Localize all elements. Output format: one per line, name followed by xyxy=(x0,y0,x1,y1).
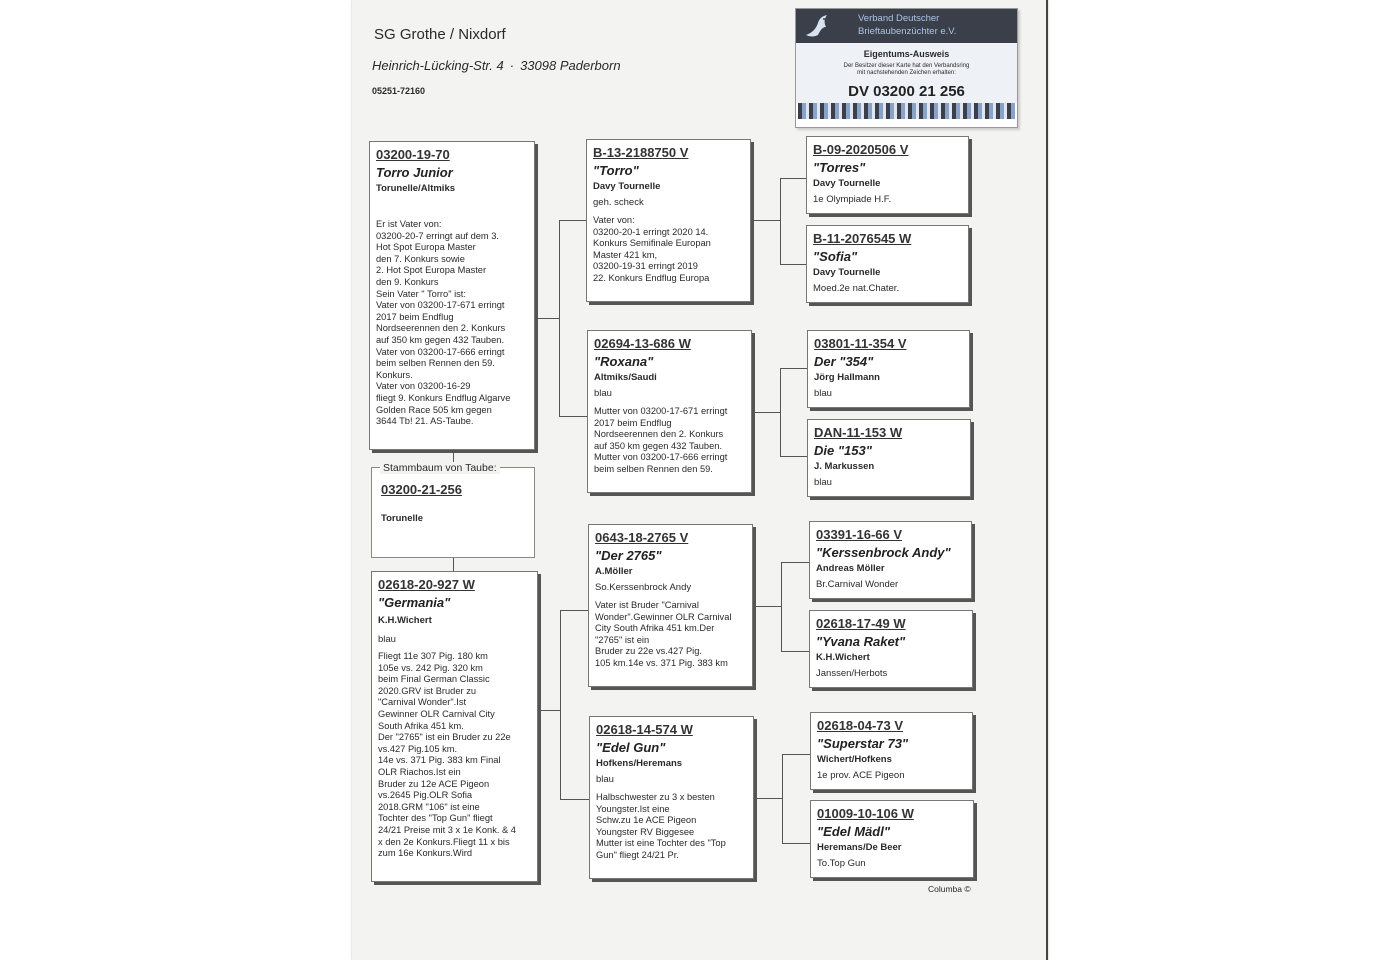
connector-line xyxy=(753,220,780,221)
sire-ring: 03200-19-70 xyxy=(376,147,450,162)
address-city: 33098 Paderborn xyxy=(520,58,621,73)
great-grandparent-note: Br.Carnival Wonder xyxy=(816,579,899,590)
subject-ring: 03200-21-256 xyxy=(381,482,462,497)
grandparent-box xyxy=(589,716,754,879)
grandparent-color: blau xyxy=(596,774,614,785)
card-org-line2: Brieftaubenzüchter e.V. xyxy=(858,26,957,37)
connector-line xyxy=(782,754,810,755)
dam-breeder: K.H.Wichert xyxy=(378,615,432,626)
connector-line xyxy=(781,562,782,652)
connector-line xyxy=(560,610,588,611)
connector-line xyxy=(754,606,781,607)
card-heading: Eigentums-Ausweis xyxy=(863,49,950,59)
sire-box xyxy=(369,141,535,450)
great-grandparent-ring: 02618-17-49 W xyxy=(816,616,906,631)
great-grandparent-breeder: Andreas Möller xyxy=(816,563,885,574)
great-grandparent-box xyxy=(809,610,973,688)
great-grandparent-ring: B-09-2020506 V xyxy=(813,142,909,157)
grandparent-notes: Vater von: 03200-20-1 erringt 2020 14. Konkurs Semifinale Europan Master 421 km, 03200-19-31 erringt 2019 22. Konkurs Endflug Europa xyxy=(593,215,711,283)
dove-icon xyxy=(802,13,834,41)
connector-line xyxy=(559,220,586,221)
great-grandparent-box xyxy=(806,136,969,214)
grandparent-breeder: A.Möller xyxy=(595,566,633,577)
footer-credit: Columba © xyxy=(928,884,971,894)
card-subtext-2: mit nachstehenden Zeichen erhalten: xyxy=(857,70,956,76)
grandparent-box xyxy=(588,524,753,687)
grandparent-name: "Der 2765" xyxy=(595,548,662,563)
address-street: Heinrich-Lücking-Str. 4 xyxy=(372,58,504,73)
grandparent-notes: Mutter von 03200-17-671 erringt 2017 beim Endflug Nordseerennen den 2. Konkurs auf 350 km gegen 432 Tauben. Mutter von 03200-17-666 erringt beim selben Rennen den 59. xyxy=(594,406,728,474)
great-grandparent-name: "Edel Mädl" xyxy=(817,824,891,839)
great-grandparent-breeder: Heremans/De Beer xyxy=(817,842,902,853)
great-grandparent-breeder: Davy Tournelle xyxy=(813,178,881,189)
dam-notes: Fliegt 11e 307 Pig. 180 km 105e vs. 242 Pig. 320 km beim Final German Classic 2020.GRV ist Bruder zu "Carnival Wonder".Ist Gewinner OLR Carnival City South Afrika 451 km. Der "2765" ist ein Bruder zu 22e vs.427 Pig.105 km. 14e vs. 371 Pig. 383 km Final OLR Riachos.Ist ein Bruder zu 12e ACE Pigeon vs.2645 Pig.OLR Sofia 2018.GRM "106" ist eine Tochter des "Top Gun" fliegt 24/21 Preise mit 3 x 1e Konk. & 4 x den 2e Konkurs.Fliegt 11 x bis zum 16e Konkurs.Wird xyxy=(378,651,516,859)
great-grandparent-name: "Yvana Raket" xyxy=(816,634,906,649)
connector-line xyxy=(560,610,561,800)
great-grandparent-note: Janssen/Herbots xyxy=(816,668,888,679)
dam-color: blau xyxy=(378,634,396,645)
connector-line xyxy=(781,562,809,563)
grandparent-breeder: Davy Tournelle xyxy=(593,181,661,192)
card-ring-number: DV 03200 21 256 xyxy=(848,83,965,100)
sire-breed: Torunelle/Altmiks xyxy=(376,183,456,194)
sheet-edge xyxy=(1046,0,1048,960)
great-grandparent-note: 1e prov. ACE Pigeon xyxy=(817,770,905,781)
grandparent-color: geh. scheck xyxy=(593,197,644,208)
card-subtext-1: Der Besitzer dieser Karte hat den Verbandsring xyxy=(843,63,970,69)
great-grandparent-ring: 01009-10-106 W xyxy=(817,806,914,821)
dam-ring: 02618-20-927 W xyxy=(378,577,475,592)
connector-line xyxy=(782,754,783,844)
great-grandparent-note: 1e Olympiade H.F. xyxy=(813,194,892,205)
grandparent-box xyxy=(586,139,751,302)
grandparent-ring: 02694-13-686 W xyxy=(594,336,691,351)
connector-line xyxy=(781,651,809,652)
breeder-address xyxy=(372,58,621,73)
grandparent-name: "Torro" xyxy=(593,163,639,178)
connector-line xyxy=(541,710,561,711)
ownership-card xyxy=(795,8,1018,128)
great-grandparent-box xyxy=(810,712,973,790)
grandparent-box xyxy=(587,330,752,493)
great-grandparent-ring: B-11-2076545 W xyxy=(813,231,912,246)
great-grandparent-name: "Torres" xyxy=(813,160,866,175)
connector-line xyxy=(559,220,560,417)
great-grandparent-breeder: Wichert/Hofkens xyxy=(817,754,892,765)
great-grandparent-ring: 02618-04-73 V xyxy=(817,718,904,733)
card-org-line1: Verband Deutscher xyxy=(858,13,940,24)
great-grandparent-name: Der "354" xyxy=(814,354,874,369)
great-grandparent-breeder: Davy Tournelle xyxy=(813,267,881,278)
sire-notes: Er ist Vater von: 03200-20-7 erringt auf dem 3. Hot Spot Europa Master den 7. Konkurs sowie 2. Hot Spot Europa Master den 9. Konkurs Sein Vater " Torro" ist: Vater von 03200-17-671 erringt 2017 beim Endflug Nordseerennen den 2. Konkurs auf 350 km gegen 432 Tauben. Vater von 03200-17-666 erringt beim selben Rennen den 59. Konkurs. Vater von 03200-16-29 fliegt 9. Konkurs Endflug Algarve Golden Race 505 km gegen 3644 Tb! 21. AS-Taube. xyxy=(376,219,511,427)
great-grandparent-box xyxy=(810,800,974,878)
great-grandparent-breeder: J. Markussen xyxy=(814,461,875,472)
grandparent-breeder: Hofkens/Heremans xyxy=(596,758,683,769)
grandparent-notes: Halbschwester zu 3 x besten Youngster.Ist eine Schw.zu 1e ACE Pigeon Youngster RV Biggesee Mutter ist eine Tochter des "Top Gun" fliegt 24/21 Pr. xyxy=(596,792,726,860)
great-grandparent-name: "Kerssenbrock Andy" xyxy=(816,545,951,560)
sire-name: Torro Junior xyxy=(376,165,453,180)
great-grandparent-ring: 03801-11-354 V xyxy=(814,336,907,351)
great-grandparent-ring: DAN-11-153 W xyxy=(814,425,903,440)
subject-label: Stammbaum von Taube: xyxy=(380,462,500,474)
great-grandparent-name: "Sofia" xyxy=(813,249,858,264)
grandparent-ring: 02618-14-574 W xyxy=(596,722,693,737)
connector-line xyxy=(559,416,587,417)
grandparent-ring: B-13-2188750 V xyxy=(593,145,689,160)
connector-line xyxy=(780,264,806,265)
grandparent-color: blau xyxy=(594,388,612,399)
connector-line xyxy=(782,843,810,844)
great-grandparent-box xyxy=(807,330,970,408)
connector-line xyxy=(780,178,806,179)
connector-line xyxy=(755,798,782,799)
connector-line xyxy=(780,456,807,457)
connector-line xyxy=(538,318,560,319)
grandparent-breeder: Altmiks/Saudi xyxy=(594,372,657,383)
subject-name: Torunelle xyxy=(381,513,424,524)
great-grandparent-box xyxy=(806,225,969,303)
address-separator: · xyxy=(509,58,515,73)
great-grandparent-ring: 03391-16-66 V xyxy=(816,527,903,542)
connector-line xyxy=(780,178,781,265)
dam-name: "Germania" xyxy=(378,595,451,610)
great-grandparent-name: "Superstar 73" xyxy=(817,736,909,751)
connector-line xyxy=(753,412,780,413)
grandparent-notes: Vater ist Bruder "Carnival Wonder".Gewinner OLR Carnival City South Afrika 451 km.Der "2765" ist ein Bruder zu 22e vs.427 Pig. 105 km.14e vs. 371 Pig. 383 km xyxy=(595,600,732,668)
connector-line xyxy=(780,368,781,457)
great-grandparent-breeder: K.H.Wichert xyxy=(816,652,870,663)
card-pattern-strip xyxy=(798,103,1015,119)
great-grandparent-box xyxy=(809,521,972,599)
grandparent-name: "Edel Gun" xyxy=(596,740,666,755)
great-grandparent-note: blau xyxy=(814,477,832,488)
subject-box xyxy=(371,467,535,558)
breeder-phone: 05251-72160 xyxy=(372,86,426,96)
grandparent-name: "Roxana" xyxy=(594,354,654,369)
great-grandparent-breeder: Jörg Hallmann xyxy=(814,372,880,383)
grandparent-ring: 0643-18-2765 V xyxy=(595,530,689,545)
great-grandparent-note: blau xyxy=(814,388,832,399)
grandparent-color: So.Kerssenbrock Andy xyxy=(595,582,692,593)
breeder-name: SG Grothe / Nixdorf xyxy=(374,26,506,43)
connector-line xyxy=(780,368,807,369)
connector-line xyxy=(453,557,454,571)
great-grandparent-note: To.Top Gun xyxy=(817,858,866,869)
great-grandparent-box xyxy=(807,419,971,497)
great-grandparent-name: Die "153" xyxy=(814,443,872,458)
connector-line xyxy=(560,799,589,800)
great-grandparent-note: Moed.2e nat.Chater. xyxy=(813,283,900,294)
dam-box xyxy=(371,571,538,882)
